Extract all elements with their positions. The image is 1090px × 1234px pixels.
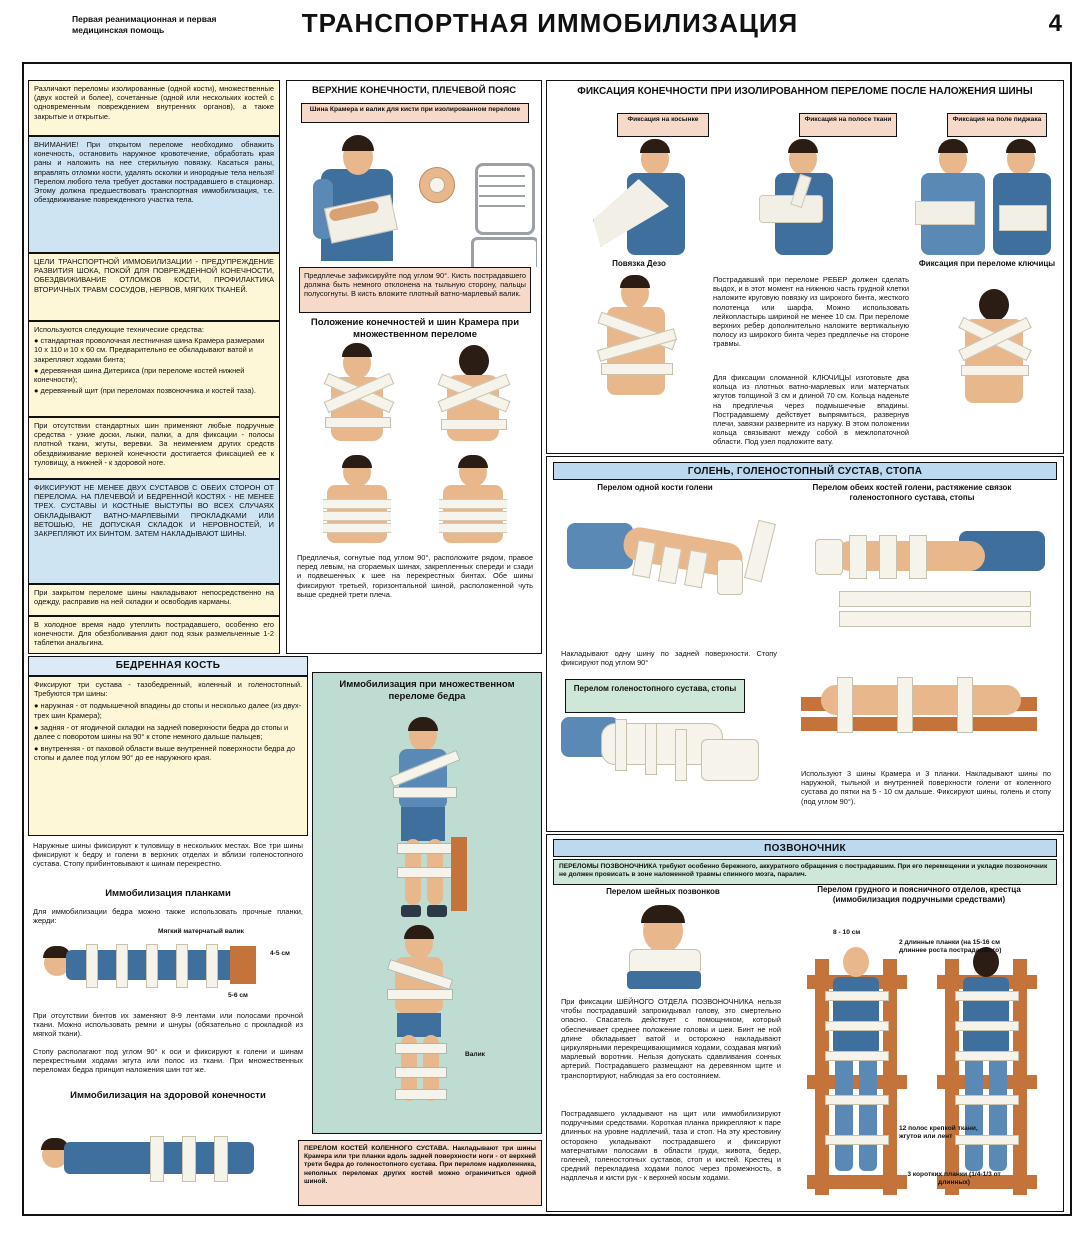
illustration-fixation-kerchief	[587, 139, 727, 259]
means-bullet-2: деревянный щит (при переломах позвоночника и костей таза).	[40, 386, 256, 396]
illustration-spine-back	[925, 929, 1051, 1205]
illustration-fixation-cloth-strip	[737, 139, 877, 259]
illustration-shin-one-bone	[567, 517, 797, 647]
page-number: 4	[1048, 10, 1062, 37]
page-title: ТРАНСПОРТНАЯ ИММОБИЛИЗАЦИЯ	[301, 8, 799, 38]
bandage-dezo-caption: Повязка Дезо	[612, 259, 666, 268]
femur-text-main: Фиксируют три сустава - тазобедренный, коленный и голеностопный. Требуются три шины: ● наружная - от подмышечной впадины до стопы и несколько далее (из двух-трех шин Крамера); ● задняя - от ягодичной складки на задней поверхности бедра до стопы и далее с поворотом шины на 90° к стопе немного дальше пальцев; ● внутренняя - от паховой области выше внутренней поверхности бедра до стопы и далее под углом 90° до ее наружного края.	[28, 676, 308, 836]
upper-limbs-title: ВЕРХНИЕ КОНЕЧНОСТИ, ПЛЕЧЕВОЙ ПОЯС	[311, 85, 517, 96]
femur-bullet-2: внутренняя - от паховой области выше внутренней поверхности бедра до стопы и далее под углом 90° до ее наружного края.	[34, 744, 296, 763]
fixation-item-0: Фиксация на косынке	[617, 113, 709, 137]
illustration-dezo	[573, 275, 703, 435]
spine-text-p2: Пострадавшего укладывают на щит или иммобилизируют подручными средствами. Короткая планка прикрепляют к паре длинных на уровне надплечий, таза и стоп. На эту крестовину осторожно укладывают пострадавшего и фиксируют матерчатыми полосами в области груди, живота, бедер, голеней, голеностопных суставов, стоп и кистей. Крестец и средний перекладина ходами полос через промежность, в надплечья и кисти рук - к верхней косым ходами.	[561, 1109, 781, 1183]
shin-title-box: ГОЛЕНЬ, ГОЛЕНОСТОПНЫЙ СУСТАВ, СТОПА	[553, 462, 1057, 480]
illustration-healthy-limb	[30, 1118, 310, 1206]
kramer-caption-box: Шина Крамера и валик для кисти при изолированном переломе	[301, 103, 529, 123]
spine-panel	[546, 834, 1064, 1212]
spine-warning: ПЕРЕЛОМЫ ПОЗВОНОЧНИКА требуют особенно бережного, аккуратного обращения с пострадавшим. При его перемещении и укладке позвоночник не должен провисать в зоне наложенной травмы спинного мозга, паралич.	[553, 859, 1057, 885]
illustration-femur-standing	[343, 717, 513, 927]
illustration-multiple-fracture-front-2	[301, 455, 411, 551]
spine-cap1: Перелом шейных позвонков	[606, 887, 720, 896]
knee-note-box: ПЕРЕЛОМ КОСТЕЙ КОЛЕННОГО СУСТАВА. Накладывают три шины Крамера или три планки вдоль задней поверхности ноги - от верхней трети бедра до голеностопного сустава. При переломе надколенника, неполных переломах других костей можно ограничиться одной шиной.	[298, 1140, 542, 1206]
femur-green-title: Иммобилизация при множественном переломе бедра	[339, 679, 515, 702]
upper-limbs-note: Предплечье зафиксируйте под углом 90°. Кисть пострадавшего должна быть немного отклонена на тыльную сторону, пальцы полусогнуты. В кисть вложите плотный ватно-марлевый валик.	[299, 267, 531, 313]
left-text-cold: В холодное время надо утеплить пострадавшего, особенно его конечности. Для обезболивания дают под язык размельченные 1-2 таблетки анальгина.	[28, 616, 280, 654]
label-8-10cm: 8 - 10 см	[833, 929, 861, 936]
label-2-long-planks: 2 длинные планки (на 15-16 см длиннее роста пострадавшего)	[899, 939, 1002, 955]
clavicle-text: Для фиксации сломанной КЛЮЧИЦЫ изготовьте два кольца из плотных ватно-марлевых или матерчатых жгутов толщиной 3 см и длиной 70 см. Кольца наденьте на предплечья через подмышечные впадины. Пострадавшему действует выпрямиться, развернув плечи, завязки разверните из наружу. В этом положении кольца связывают между собой в межлопаточной области. Под узел подложите вату.	[713, 373, 909, 447]
fixation-item-2: Фиксация на поле пиджака	[947, 113, 1047, 137]
illustration-multiple-fracture-front-3	[417, 455, 527, 551]
left-text-rule: ФИКСИРУЮТ НЕ МЕНЕЕ ДВУХ СУСТАВОВ С ОБЕИХ СТОРОН ОТ ПЕРЕЛОМА. НА ПЛЕЧЕВОЙ И БЕДРЕННОЙ КОСТЯХ - НЕ МЕНЕЕ ТРЕХ. СУСТАВЫ И КОСТНЫЕ ВЫСТУПЫ ВО ВСЕХ СЛУЧАЯХ ОБКЛАДЫВАЮТ ВАТНО-МАРЛЕВЫМИ ПРОКЛАДКАМИ ИЛИ ВЕТОШЬЮ, НЕ ДОПУСКАЯ СКЛАДОК И НЕРОВНОСТЕЙ, И ЗАКРЕПЛЯЮТ ИХ БИНТОМ. ЗАТЕМ НАКЛАДЫВАЮТ ШИНЫ.	[28, 479, 280, 584]
spine-cap2: Перелом грудного и поясничного отделов, крестца (иммобилизация подручными средствами)	[817, 885, 1021, 904]
illustration-fixation-jacket	[979, 139, 1063, 259]
label-valik: Валик	[465, 1051, 485, 1058]
femur-text-p2: Наружные шины фиксируют к туловищу в нескольких местах. Все три шины фиксируют к бедру и голени в верхних отделах и вблизи голеностопного сустава. Стопу прибинтовывают к шинам перекрестно.	[33, 841, 303, 869]
left-text-warning: ВНИМАНИЕ! При открытом переломе необходимо обнажить конечность, остановить наружное кровотечение, обработать края раны и наложить на нее стерильную повязку. Касаться раны, вправлять отломки кости, удалять осколки и инородные тела нельзя! Перелом любого тела требует доставки пострадавшего в стационар. Этому должна предшествовать транспортная иммобилизация, т.е. обездвиживание поврежденного участка тела.	[28, 136, 280, 253]
means-bullet-0: стандартная проволочная лестничная шина Крамера размерами 10 х 110 и 10 х 60 см. Предварительно ее обкладывают ватой и закрепляют ходами бинта;	[34, 336, 265, 364]
shin-cap2: Перелом обеих костей голени, растяжение связок голеностопного сустава, стопы	[812, 483, 1012, 502]
left-text-p1: Различают переломы изолированные (одной кости), множественные (двух костей и более), сочетанные (одной или нескольких костей с одновременным повреждением внутренних органов), а также закрытые и открытые.	[28, 80, 280, 136]
illustration-femur-lying	[343, 925, 523, 1123]
shin-cap1: Перелом одной кости голени	[597, 483, 713, 492]
femur-text-p5: Стопу располагают под углом 90° к оси и фиксируют к голени и шинам перекрестными ходами жгута или полос из ткани. При множественных переломах бедра принцип наложения шин тот же.	[33, 1047, 303, 1075]
ribs-text: Пострадавший при переломе РЕБЕР должен сделать выдох, и в этот момент на нижнюю часть грудной клетки наложите круговую повязку из широкого бинта, жесткого полотенца или шарфа. Можно использовать лейкопластырь шириной не менее 10 см. При переломе верхних ребер дополнительно наложите вертикальную полосу из широкого бинта через предплечье на стороне травмы.	[713, 275, 909, 349]
illustration-spine-front	[795, 929, 921, 1205]
illustration-three-splints	[801, 669, 1049, 767]
clavicle-caption: Фиксация при переломе ключицы	[918, 259, 1056, 268]
spine-text-p1: При фиксации ШЕЙНОГО ОТДЕЛА ПОЗВОНОЧНИКА нельзя чтобы пострадавший запрокидывал голову, это смертельно опасно. Спасатель действует с помощником, который обеспечивает среднее положение головы и шеи. Бинт не ной длине обкладывает ватой и осторожно накладывают циркулярными перекрещивающимися ходами, создавая мягкий марлевый воротник. Нельзя допускать сдавливания сонных артерий. Пострадавшего размещают на деревянном щите и транспортируют, наблюдая за его состоянием.	[561, 997, 781, 1080]
upper-limbs-note2: Предплечья, согнутые под углом 90°, расположите рядом, правое перед левым, на сгораемых шинах, закрепленных спереди и сзади и подвешенных к шее на перекрестных бинтах. Обе шины фиксируют третьей, горизонтальной шиной, расположенной чуть выше средней трети плеча.	[297, 553, 533, 599]
femur-sub2: Иммобилизация на здоровой конечности	[70, 1090, 266, 1101]
femur-text-p4: При отсутствии бинтов их заменяют 8-9 лентами или полосами прочной ткани. Можно использовать ремни и шнуры (обязательно с прокладкой из мягкой ткани).	[33, 1011, 303, 1039]
illustration-shin-both-bones	[809, 521, 1049, 653]
left-text-improvised: При отсутствии стандартных шин применяют любые подручные средства - узкие доски, лыжи, палки, а для фиксации - полосы плотной ткани, жгуты, веревки. За неимением других средств обездвиживание верхней конечности достигается фиксацией ее к туловищу, а нижней - к здоровой ноге.	[28, 417, 280, 479]
illustration-cervical-collar	[603, 905, 723, 991]
header-subtitle: Первая реанимационная и первая медицинская помощь	[72, 14, 217, 35]
illustration-planks-lying	[30, 928, 310, 1008]
femur-bullet-0: наружная - от подмышечной впадины до стопы и несколько далее (из двух-трех шин Крамера);	[34, 701, 302, 720]
shin-cap3-box: Перелом голеностопного сустава, стопы	[565, 679, 745, 713]
label-5-6cm: 5-6 см	[228, 992, 248, 999]
fixation-panel	[546, 80, 1064, 454]
left-text-closed: При закрытом переломе шины накладывают непосредственно на одежду, расправив на ней складки и освободив карманы.	[28, 584, 280, 616]
shin-panel	[546, 456, 1064, 832]
label-soft-roller: Мягкий матерчатый валик	[158, 928, 244, 935]
label-12-strips: 12 полос крепкой ткани, жгутов или лент	[899, 1125, 978, 1141]
left-text-means: Используются следующие технические средства: ● стандартная проволочная лестничная шина Крамера размерами 10 х 110 и 10 х 60 см. Предварительно ее обкладывают ватой и закрепляют ходами бинта; ● деревянная шина Дитерикса (при переломе костей нижней конечности); ● деревянный щит (при переломах позвоночника и костей таза).	[28, 321, 280, 417]
femur-green-panel	[312, 672, 542, 1134]
femur-title-box: БЕДРЕННАЯ КОСТЬ	[28, 656, 308, 676]
means-bullet-1: деревянная шина Дитерикса (при переломе костей нижней конечности);	[34, 365, 245, 385]
upper-limbs-title2: Положение конечностей и шин Крамера при множественном переломе	[310, 317, 520, 340]
illustration-clavicle-rings	[935, 287, 1053, 437]
femur-bullet-1: задняя - от ягодичной складки на задней поверхности бедра до стопы и далее с поворотом шины на 90° к стопе немного дальше пальцев;	[34, 722, 289, 742]
illustration-kramer-splint	[293, 127, 537, 267]
label-4-5cm: 4-5 см	[270, 950, 290, 957]
label-3-short-planks: 3 коротких планки (1/4-1/3 от длинных)	[907, 1171, 1001, 1187]
left-text-goals: ЦЕЛИ ТРАНСПОРТНОЙ ИММОБИЛИЗАЦИИ - ПРЕДУПРЕЖДЕНИЕ РАЗВИТИЯ ШОКА, ПОКОЙ ДЛЯ ПОВРЕЖДЕННОЙ КОНЕЧНОСТИ, ОБЕЗДВИЖИВАНИЕ ОТЛОМКОВ КОСТИ, ПРОФИЛАКТИКА ВТОРИЧНЫХ ТРАВМ СОСУДОВ, НЕРВОВ, МЯГКИХ ТКАНЕЙ.	[28, 253, 280, 321]
upper-limbs-panel	[286, 80, 542, 654]
page-header	[0, 0, 1090, 58]
shin-note1: Накладывают одну шину по задней поверхности. Стопу фиксируют под углом 90°	[561, 649, 777, 668]
femur-text-p3: Для иммобилизации бедра можно также использовать прочные планки, жерди:	[33, 907, 303, 926]
fixation-item-1: Фиксация на полосе ткани	[799, 113, 897, 137]
fixation-title: ФИКСАЦИЯ КОНЕЧНОСТИ ПРИ ИЗОЛИРОВАННОМ ПЕРЕЛОМЕ ПОСЛЕ НАЛОЖЕНИЯ ШИНЫ	[577, 86, 1033, 97]
illustration-multiple-fracture-front	[301, 343, 411, 453]
shin-note2: Используют 3 шины Крамера и 3 планки. Накладывают шины по наружной, тыльной и внутренней поверхности голени от коленного сустава до пятки на 5 - 10 см дальше. Фиксируют шины, голень и стопу (под углом 90°).	[801, 769, 1051, 806]
illustration-ankle-splint	[561, 715, 789, 823]
spine-title-box: ПОЗВОНОЧНИК	[553, 839, 1057, 857]
illustration-multiple-fracture-back	[417, 343, 527, 453]
femur-sub1: Иммобилизация планками	[105, 888, 231, 899]
